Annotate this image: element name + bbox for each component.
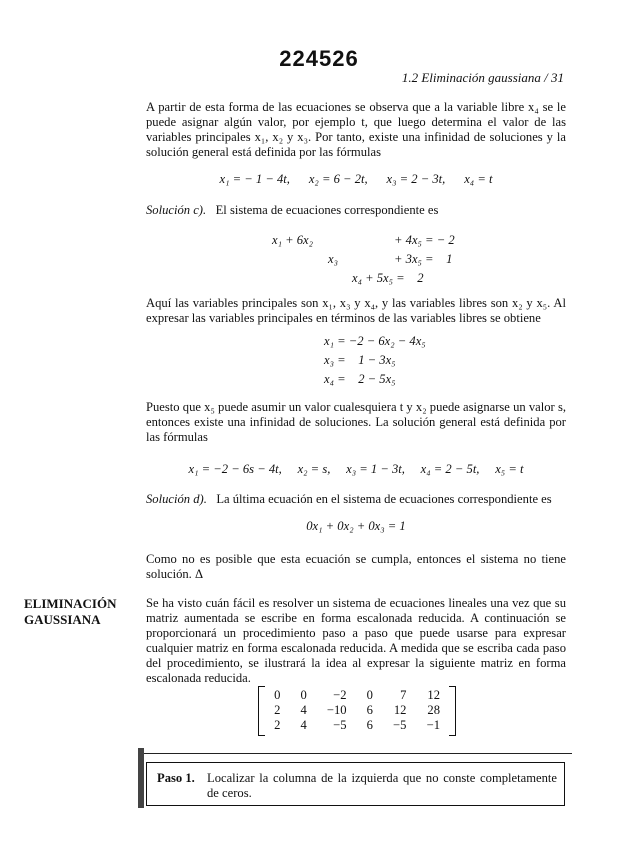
system-c-row-1-left: x₁ + 6x₂ xyxy=(272,233,314,247)
solution-d-label: Solución d). xyxy=(146,492,207,506)
system-c2-row-2 xyxy=(146,353,566,369)
solution-d-text: La última ecuación en el sistema de ecuaciones correspondiente es xyxy=(216,492,552,506)
matrix-cell: 4 xyxy=(300,718,307,732)
system-c2-row-1-text: x₁ = −2 − 6x₂ − 4x₅ xyxy=(324,334,426,348)
system-c-row-1 xyxy=(146,233,566,249)
matrix-cell: −5 xyxy=(393,718,407,732)
running-head: 1.2 Eliminación gaussiana / 31 xyxy=(401,70,564,85)
step-1-box xyxy=(146,762,565,806)
paragraph-free-variable: A partir de esta forma de las ecuaciones se observa que a la variable libre x₄ se le puede asignar algún valor, por ejemplo t, que luego determina el valor de las variables principales x₁, x₂ y x₃. Por tanto, existe una infinidad de soluciones y la solución general está definida por las fórmulas xyxy=(146,100,566,159)
matrix-table xyxy=(264,688,450,733)
general-solution-c: x₁ = −2 − 6s − 4t, x₂ = s, x₃ = 1 − 3t, x₄ = 2 − 5t, x₅ = t xyxy=(188,462,524,476)
matrix-cell: 0 xyxy=(300,688,307,702)
system-c2-row-3-text: x₄ = 2 − 5x₅ xyxy=(324,372,396,386)
system-c-row-2 xyxy=(146,252,566,268)
paragraph-gaussian-intro: Se ha visto cuán fácil es resolver un sistema de ecuaciones lineales una vez que su matriz aumentada se escribe en forma escalonada reducida. A continuación se proporcionará un procedimiento paso a paso que puede usarse para expresar cualquier matriz en forma escalonada reducida. A medida que se escriba cada paso del procedimiento, se ilustrará la idea al expresar la siguiente matriz en forma escalonada reducida. xyxy=(146,596,566,685)
paragraph-no-solution: Como no es posible que esta ecuación se cumpla, entonces el sistema no tiene solución. Δ xyxy=(146,552,566,581)
matrix-row xyxy=(264,718,450,733)
matrix-cell: 4 xyxy=(300,703,307,717)
document-stamp-number: 224526 xyxy=(279,46,359,71)
matrix-cell: 0 xyxy=(366,688,373,702)
system-c-row-1-right: + 4x₅ = − 2 xyxy=(394,233,455,247)
matrix-cell: −5 xyxy=(333,718,347,732)
system-c-row-2-right: + 3x₅ = 1 xyxy=(394,252,453,266)
matrix-cell: 2 xyxy=(274,718,281,732)
system-c2-row-2-text: x₃ = 1 − 3x₅ xyxy=(324,353,396,367)
matrix-cell: 12 xyxy=(427,688,440,702)
matrix-cell: 28 xyxy=(427,703,440,717)
step-divider-rule xyxy=(140,753,572,754)
system-c-row-3-left: x₄ + 5x₅ = 2 xyxy=(352,271,424,285)
inconsistent-equation: 0x₁ + 0x₂ + 0x₃ = 1 xyxy=(306,519,406,533)
matrix-right-bracket xyxy=(449,686,456,736)
matrix-row xyxy=(264,688,450,703)
paragraph-infinite-solutions: Puesto que x₅ puede asumir un valor cualesquiera t y x₂ puede asignarse un valor s, entonces existe una infinidad de soluciones. La solución general está definida por las fórmulas xyxy=(146,400,566,444)
matrix-cell: 0 xyxy=(274,688,281,702)
example-matrix xyxy=(258,686,456,736)
system-c2-row-1 xyxy=(146,334,566,350)
solution-c-intro xyxy=(146,203,566,218)
solution-c-text: El sistema de ecuaciones correspondiente es xyxy=(215,203,439,217)
system-c-row-2-left: x₃ xyxy=(328,252,338,266)
section-heading-gaussian-elimination: ELIMINACIÓN GAUSSIANA xyxy=(24,596,117,627)
matrix-cell: −2 xyxy=(333,688,347,702)
matrix-row xyxy=(264,703,450,718)
system-c2-row-3 xyxy=(146,372,566,388)
matrix-cell: 6 xyxy=(366,703,373,717)
solution-d-intro xyxy=(146,492,566,507)
matrix-cell: −1 xyxy=(426,718,440,732)
system-c-row-3 xyxy=(146,271,566,287)
paragraph-principal-variables: Aquí las variables principales son x₁, x₃ y x₄, y las variables libres son x₂ y x₅. Al expresar las variables principales en términos de las variables libres se obtiene xyxy=(146,296,566,325)
step-1-text: Localizar la columna de la izquierda que no conste completamente de ceros. xyxy=(207,771,557,800)
step-1-label: Paso 1. xyxy=(157,771,195,785)
matrix-cell: 6 xyxy=(366,718,373,732)
solution-c-label: Solución c). xyxy=(146,203,207,217)
matrix-cell: −10 xyxy=(326,703,347,717)
step-box-shade xyxy=(138,748,144,808)
matrix-cell: 7 xyxy=(400,688,407,702)
matrix-cell: 2 xyxy=(274,703,281,717)
general-solution-b: x₁ = − 1 − 4t, x₂ = 6 − 2t, x₃ = 2 − 3t, x₄ = t xyxy=(219,172,493,186)
matrix-cell: 12 xyxy=(393,703,407,717)
